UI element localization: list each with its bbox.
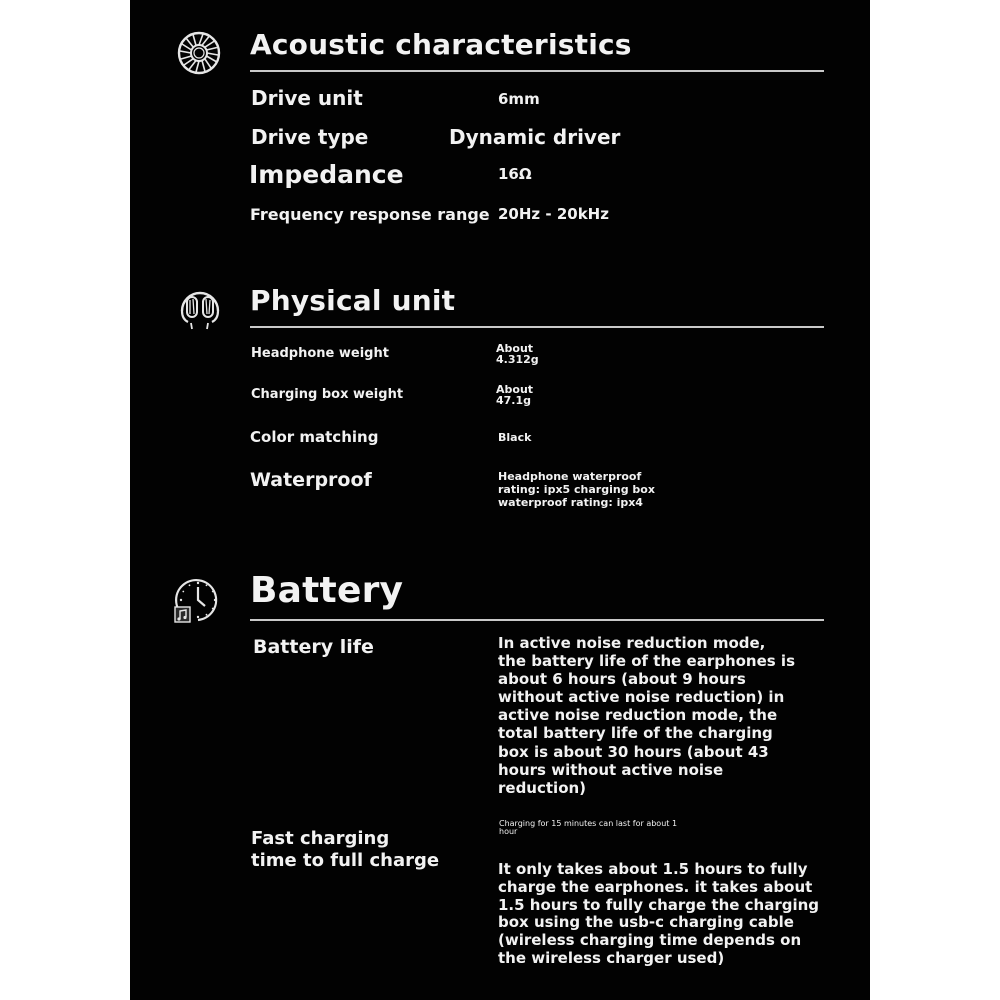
value-line: In active noise reduction mode, <box>498 634 766 652</box>
spec-value-charging-box-weight <box>496 384 533 406</box>
value-line: hours without active noise <box>498 760 724 779</box>
value-line: about 6 hours (about 9 hours <box>498 670 746 689</box>
note-line: hour <box>499 827 518 836</box>
clock-music-icon <box>174 576 222 624</box>
value-line: box is about 30 hours (about 43 <box>498 742 769 761</box>
spec-value-impedance: 16Ω <box>498 165 532 183</box>
value-line: without active noise reduction) in <box>498 688 785 707</box>
label-line: Fast charging <box>251 828 390 849</box>
value-line: waterproof rating: ipx4 <box>498 496 643 509</box>
spec-label-color: Color matching <box>250 428 379 446</box>
section-divider <box>250 326 824 328</box>
value-line: Headphone waterproof <box>498 470 642 483</box>
value-line: charge the earphones. it takes about <box>498 877 813 896</box>
spec-value-drive-unit: 6mm <box>498 90 540 108</box>
value-line: (wireless charging time depends on <box>498 931 802 950</box>
fast-charging-note <box>499 820 677 836</box>
value-line: 47.1g <box>496 394 532 407</box>
spec-label-headphone-weight: Headphone weight <box>251 346 389 361</box>
value-line: 1.5 hours to fully charge the charging <box>498 895 820 914</box>
value-line: box using the usb-c charging cable <box>498 913 794 932</box>
section-title-acoustic: Acoustic characteristics <box>250 28 632 61</box>
value-line: active noise reduction mode, the <box>498 706 778 725</box>
spec-value-charge-time <box>498 861 819 968</box>
spec-label-drive-type: Drive type <box>251 125 369 149</box>
spec-value-headphone-weight <box>496 343 539 365</box>
value-line: About <box>496 342 534 355</box>
spec-value-drive-type: Dynamic driver <box>449 125 621 149</box>
value-line: It only takes about 1.5 hours to fully <box>498 860 808 878</box>
value-line: 4.312g <box>496 353 539 366</box>
section-divider <box>250 619 824 621</box>
section-title-physical: Physical unit <box>250 284 456 317</box>
spec-label-battery-life: Battery life <box>253 636 374 658</box>
value-line: About <box>496 383 534 396</box>
value-line: reduction) <box>498 778 587 797</box>
spec-value-frequency-response: 20Hz - 20kHz <box>498 205 609 223</box>
spec-label-charging-box-weight: Charging box weight <box>251 387 404 402</box>
spec-label-frequency-response: Frequency response range <box>250 205 490 224</box>
value-line: the wireless charger used) <box>498 948 725 967</box>
value-line: rating: ipx5 charging box <box>498 483 655 496</box>
spec-value-battery-life <box>498 634 795 797</box>
note-line: Charging for 15 minutes can last for about 1 <box>499 819 678 828</box>
spec-label-impedance: Impedance <box>249 160 404 189</box>
spec-label-drive-unit: Drive unit <box>251 86 363 110</box>
value-line: the battery life of the earphones is <box>498 652 796 671</box>
speaker-driver-icon <box>176 30 222 76</box>
label-line: time to full charge <box>251 850 440 871</box>
spec-label-fast-charging <box>251 828 439 872</box>
section-title-battery: Battery <box>250 570 404 611</box>
value-line: total battery life of the charging <box>498 724 773 743</box>
spec-value-waterproof <box>498 470 655 509</box>
spec-label-waterproof: Waterproof <box>250 469 372 491</box>
spec-value-color: Black <box>498 431 532 444</box>
section-divider <box>250 70 824 72</box>
earbuds-icon <box>177 285 223 331</box>
